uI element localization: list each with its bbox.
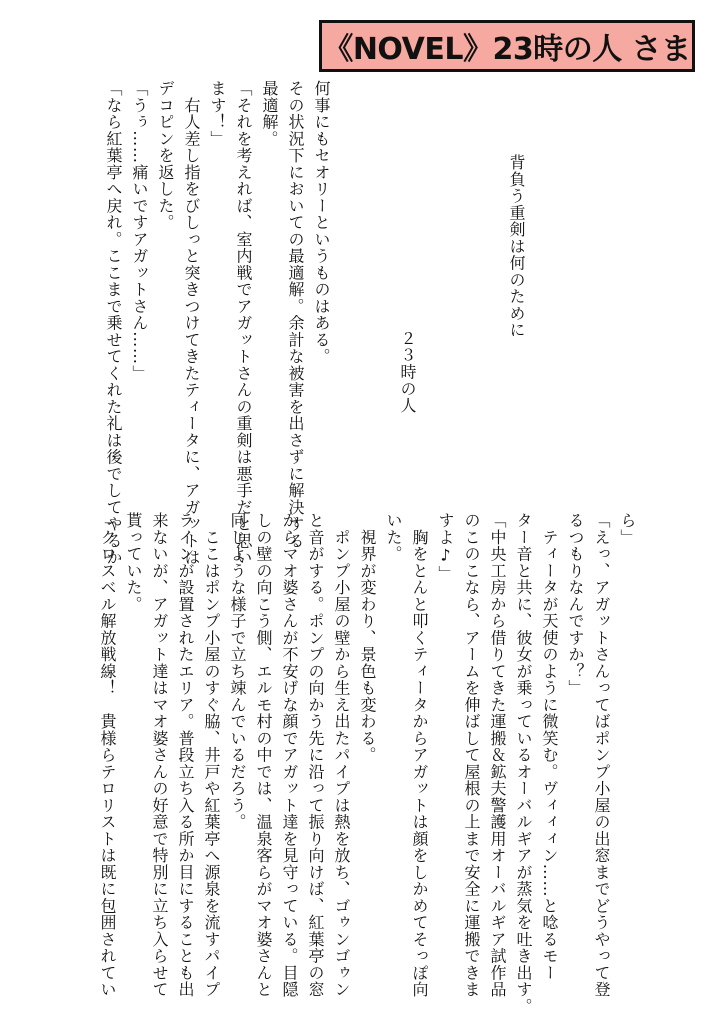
text-column: 「中央工房から借りてきた運搬＆鉱夫警護用オーバルギア試作品: [488, 512, 507, 998]
text-column: 視界が変わり、景色も変わる。: [358, 512, 377, 764]
text-column: 「なら紅葉亭へ戻れ。ここまで乗せてくれた礼は後でしてやるか: [104, 80, 123, 566]
text-column: デコピンを返した。: [156, 80, 175, 231]
text-column: るつもりなんですか？」: [566, 512, 585, 697]
text-column: ここはポンプ小屋のすぐ脇、井戸や紅葉亭へ源泉を流すパイプ: [202, 512, 221, 998]
text-column: 「えっ、アガットさんってばポンプ小屋の出窓までどうやって登: [592, 512, 611, 998]
text-column: 「うぅ……痛いですアガットさん……」: [130, 80, 149, 382]
story-title: 背負う重剣は何のために: [507, 154, 526, 339]
text-column: と音がする。ポンプの向かう先に沿って振り向けば、紅葉亭の窓: [306, 512, 325, 998]
text-column: 何事にもセオリーというものはある。: [312, 80, 331, 365]
text-column: その状況下においての最適解。余計な被害を出さずに解決する: [286, 80, 305, 549]
text-column: すよ♪」: [436, 512, 455, 582]
text-column: からマオ婆さんが不安げな顔でアガット達を見守っている。目隠: [280, 512, 299, 998]
title-banner: [319, 20, 695, 72]
text-column: 貰っていた。: [124, 512, 143, 613]
text-column: ター音と共に、彼女が乗っているオーバルギアが蒸気を吐き出す。: [514, 512, 533, 1015]
text-column: 来ないが、アガット達はマオ婆さんの好意で特別に立ち入らせて: [150, 512, 169, 998]
bottom-text-block: [70, 512, 640, 1015]
text-column: 右人差し指をびしっと突きつけてきたティータに、アガットは: [182, 80, 201, 566]
text-column: 胸をとんと叩くティータからアガットは顔をしかめてそっぽ向: [410, 512, 429, 998]
text-column: ら」: [618, 512, 637, 546]
author-name: ２３時の人: [398, 330, 417, 414]
text-column: のこのこなら、アームを伸ばして屋根の上まで安全に運搬できま: [462, 512, 481, 998]
text-column: いた。: [384, 512, 403, 563]
text-column: 同じような様子で立ち竦んでいるだろう。: [228, 512, 247, 831]
text-column: ます！」: [208, 80, 227, 147]
text-column: ティータが天使のように微笑む。ヴィィィン……と唸るモー: [540, 512, 559, 981]
text-column: しの壁の向こう側、エルモ村の中では、温泉客らがマオ婆さんと: [254, 512, 273, 998]
text-column: 最適解。: [260, 80, 279, 147]
text-column: 「それを考えれば、室内戦でアガットさんの重剣は悪手だと思い: [234, 80, 253, 566]
text-column: 「クロスベル解放戦線！ 貴様らテロリストは既に包囲されてい: [98, 512, 117, 998]
text-column: ポンプ小屋の壁から生え出たパイプは熱を放ち、ゴゥンゴゥン: [332, 512, 351, 998]
text-column: ラインが設置されたエリア。普段立ち入る所か目にすることも出: [176, 512, 195, 998]
banner-title: 《NOVEL》23時の人 さま: [323, 32, 691, 67]
